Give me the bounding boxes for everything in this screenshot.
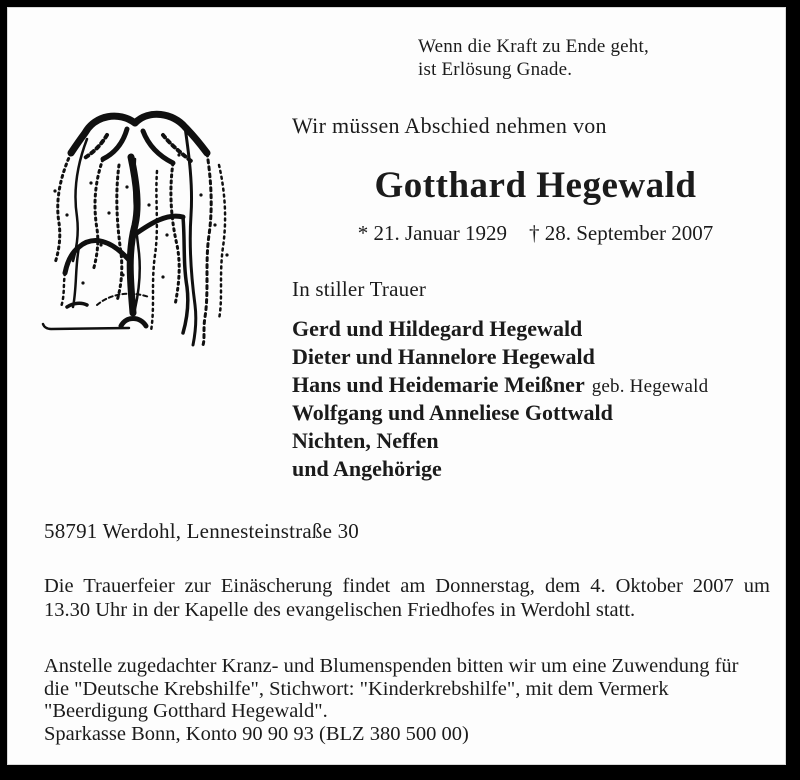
mourner-line (292, 428, 708, 456)
mourning-label: In stiller Trauer (292, 277, 427, 301)
weeping-willow-icon (31, 95, 251, 351)
donation-line: Anstelle zugedachter Kranz- und Blumenspenden bitten wir um eine Zuwendung für (44, 655, 739, 677)
mourner-name: Hans und Heidemarie Meißner (292, 372, 585, 397)
obituary-page (7, 7, 786, 765)
mourner-name: Dieter und Hannelore Hegewald (292, 344, 595, 369)
epigraph-line: ist Erlösung Gnade. (418, 59, 573, 80)
funeral-line: Die Trauerfeier zur Einäscherung findet am Donnerstag, dem 4. Oktober 2007 um (44, 575, 770, 597)
mourner-name: Wolfgang und Anneliese Gottwald (292, 400, 613, 425)
donation-line: die "Deutsche Krebshilfe", Stichwort: "Kinderkrebshilfe", mit dem Vermerk (44, 677, 669, 700)
mourner-suffix: geb. Hegewald (591, 376, 709, 397)
mourner-name: Nichten, Neffen (292, 428, 439, 453)
address-line: 58791 Werdohl, Lennesteinstraße 30 (44, 519, 359, 543)
donation-paragraph (44, 655, 784, 745)
mourner-line (292, 372, 708, 400)
mourner-line (292, 400, 708, 428)
mourner-name: Gerd und Hildegard Hegewald (292, 316, 583, 341)
death-date: † 28. September 2007 (529, 221, 714, 245)
epigraph-quote (418, 35, 649, 81)
mourner-line (292, 316, 708, 344)
funeral-paragraph (44, 574, 770, 622)
funeral-line: 13.30 Uhr in der Kapelle des evangelischen Friedhofes in Werdohl statt. (44, 599, 636, 621)
mourner-name: und Angehörige (292, 456, 442, 481)
donation-line: Sparkasse Bonn, Konto 90 90 93 (BLZ 380 500 00) (44, 722, 469, 745)
mourners-list (292, 316, 708, 484)
mourner-line (292, 456, 708, 484)
deceased-name: Gotthard Hegewald (374, 165, 697, 206)
mourner-line (292, 344, 708, 372)
epigraph-line: Wenn die Kraft zu Ende geht, (418, 36, 649, 57)
intro-line: Wir müssen Abschied nehmen von (292, 113, 607, 138)
donation-line: "Beerdigung Gotthard Hegewald". (44, 700, 328, 722)
weeping-willow-illustration (31, 95, 251, 351)
birth-date: * 21. Januar 1929 (357, 221, 507, 245)
life-dates (292, 221, 779, 246)
